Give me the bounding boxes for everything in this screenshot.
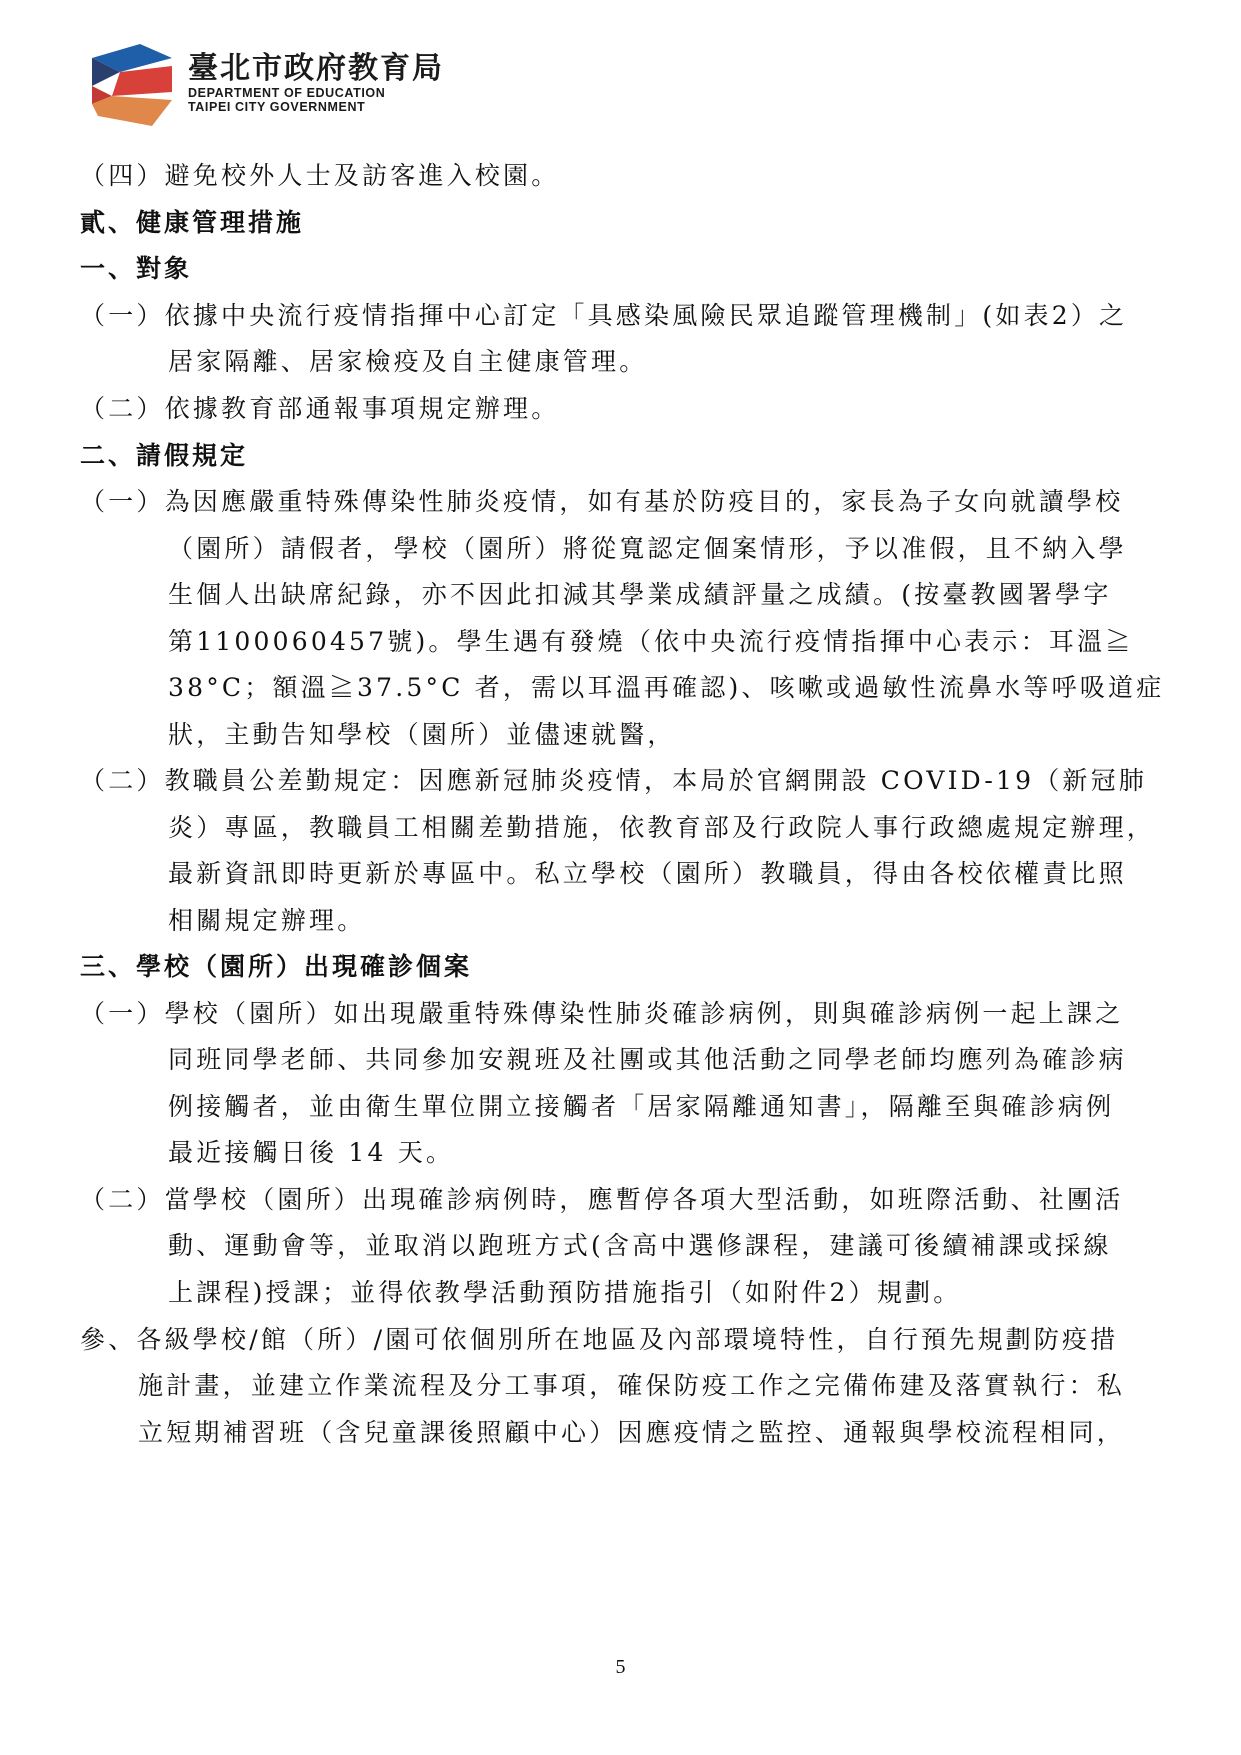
logo-text bbox=[188, 52, 444, 114]
org-name: 臺北市政府教育局 bbox=[188, 51, 444, 86]
text-line: 最新資訊即時更新於專區中。私立學校（園所）教職員，得由各校依權責比照 bbox=[168, 859, 1127, 888]
text-line: （一）學校（園所）如出現嚴重特殊傳染性肺炎確診病例，則與確診病例一起上課之 bbox=[80, 999, 1124, 1028]
page-number: 5 bbox=[615, 1656, 626, 1678]
text-line: （二）當學校（園所）出現確診病例時，應暫停各項大型活動，如班際活動、社團活 bbox=[80, 1185, 1124, 1214]
text-line: （一）為因應嚴重特殊傳染性肺炎疫情，如有基於防疫目的，家長為子女向就讀學校 bbox=[80, 487, 1124, 516]
text-line: 最近接觸日後 14 天。 bbox=[168, 1138, 455, 1167]
section-heading: 一、對象 bbox=[80, 254, 193, 283]
section-heading: 二、請假規定 bbox=[80, 441, 249, 470]
org-name-en-1: DEPARTMENT OF EDUCATION bbox=[188, 86, 386, 100]
text-line: 施計畫，並建立作業流程及分工事項，確保防疫工作之完備佈建及落實執行：私 bbox=[138, 1371, 1126, 1400]
text-line: 立短期補習班（含兒童課後照顧中心）因應疫情之監控、通報與學校流程相同， bbox=[138, 1418, 1126, 1447]
text-line: （一）依據中央流行疫情指揮中心訂定「具感染風險民眾追蹤管理機制」(如表2）之 bbox=[80, 301, 1128, 330]
section-heading: 三、學校（園所）出現確診個案 bbox=[80, 952, 473, 981]
text-line: 炎）專區，教職員工相關差勤措施，依教育部及行政院人事行政總處規定辦理， bbox=[168, 813, 1156, 842]
text-line: （二）依據教育部通報事項規定辦理。 bbox=[80, 394, 560, 423]
text-line: 第1100060457號)。學生遇有發燒（依中央流行疫情指揮中心表示：耳溫≧ bbox=[168, 627, 1134, 656]
text-line: 參、各級學校/館（所）/園可依個別所在地區及內部環境特性，自行預先規劃防疫措 bbox=[80, 1325, 1119, 1354]
org-name-en-2: TAIPEI CITY GOVERNMENT bbox=[188, 100, 366, 114]
taipei-education-logo-icon bbox=[92, 44, 172, 126]
text-line: （園所）請假者，學校（園所）將從寬認定個案情形，予以准假，且不納入學 bbox=[168, 534, 1127, 563]
text-line: 狀，主動告知學校（園所）並儘速就醫， bbox=[168, 720, 676, 749]
text-line: 38°C；額溫≧37.5°C 者，需以耳溫再確認)、咳嗽或過敏性流鼻水等呼吸道症 bbox=[168, 673, 1165, 702]
text-line: 例接觸者，並由衛生單位開立接觸者「居家隔離通知書」，隔離至與確診病例 bbox=[168, 1092, 1115, 1121]
text-line: 生個人出缺席紀錄，亦不因此扣減其學業成績評量之成績。(按臺教國署學字 bbox=[168, 580, 1112, 609]
text-line: 同班同學老師、共同參加安親班及社團或其他活動之同學老師均應列為確診病 bbox=[168, 1045, 1127, 1074]
text-line: 相關規定辦理。 bbox=[168, 906, 366, 935]
document-header bbox=[92, 44, 512, 130]
text-line: 居家隔離、居家檢疫及自主健康管理。 bbox=[168, 347, 648, 376]
text-line: （四）避免校外人士及訪客進入校園。 bbox=[80, 161, 560, 190]
text-line: 上課程)授課；並得依教學活動預防措施指引（如附件2）規劃。 bbox=[168, 1278, 962, 1307]
section-heading: 貳、健康管理措施 bbox=[80, 208, 305, 237]
text-line: 動、運動會等，並取消以跑班方式(含高中選修課程，建議可後續補課或採線 bbox=[168, 1231, 1112, 1260]
text-line: （二）教職員公差勤規定：因應新冠肺炎疫情，本局於官網開設 COVID-19（新冠肺 bbox=[80, 766, 1148, 795]
